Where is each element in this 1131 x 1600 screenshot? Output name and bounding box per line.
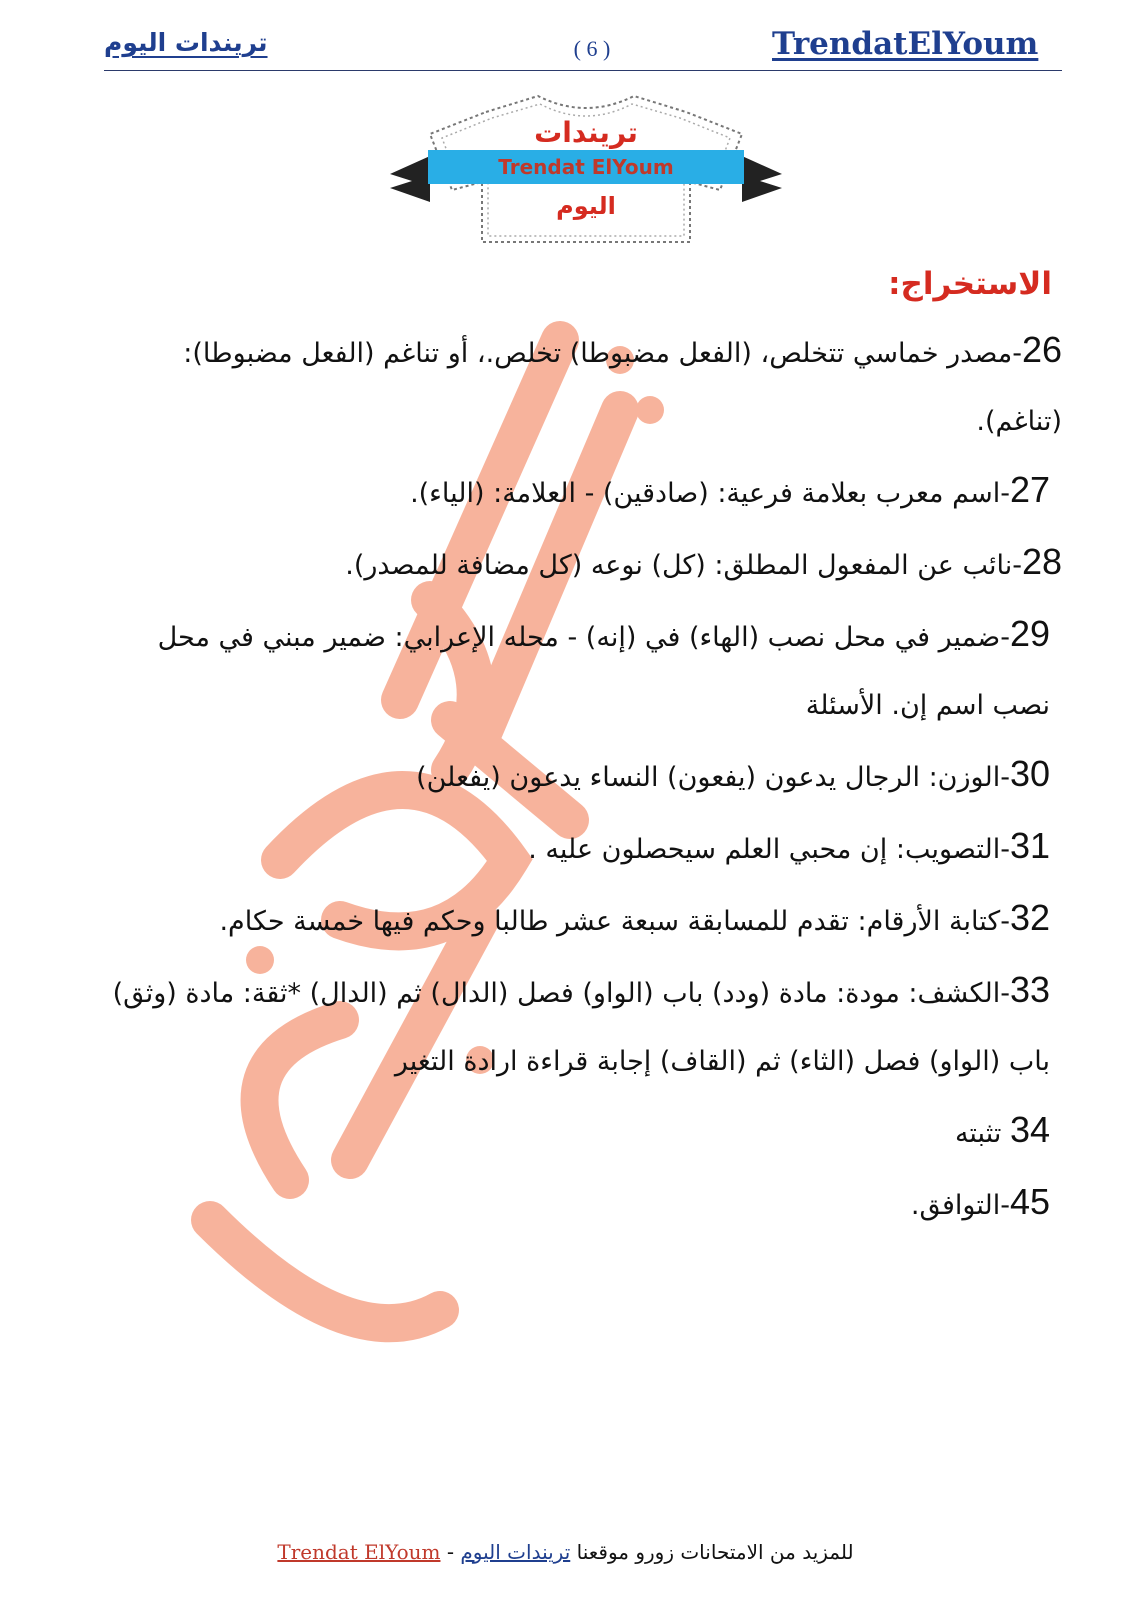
- header-brand-arabic[interactable]: تريندات اليوم: [104, 28, 268, 57]
- logo-banner-text: Trendat ElYoum: [498, 155, 674, 179]
- footer-prefix: للمزيد من الامتحانات زورو موقعنا: [576, 1540, 854, 1564]
- answer-item: [110, 956, 1062, 1096]
- item-number: 32: [1009, 897, 1050, 938]
- answer-item: [110, 740, 1062, 812]
- item-text: -كتابة الأرقام: تقدم للمسابقة سبعة عشر طالبا وحكم فيها خمسة حكام.: [219, 906, 1010, 937]
- item-number: 45: [1009, 1181, 1050, 1222]
- item-text: -التصويب: إن محبي العلم سيحصلون عليه .: [528, 834, 1010, 865]
- answer-item: [110, 1168, 1062, 1240]
- item-text: -مصدر خماسي تتخلص، (الفعل مضبوطا) تخلص.، أو تناغم (الفعل مضبوطا): (تناغم).: [183, 338, 1062, 437]
- footer-site-link-english[interactable]: Trendat ElYoum: [277, 1540, 441, 1564]
- site-logo: [390, 90, 782, 250]
- item-number: 30: [1009, 753, 1050, 794]
- footer-separator: -: [440, 1540, 461, 1564]
- item-text: -اسم معرب بعلامة فرعية: (صادقين) - العلامة: (الياء).: [410, 478, 1010, 509]
- item-number: 29: [1009, 613, 1050, 654]
- footer-site-link-arabic[interactable]: تريندات اليوم: [460, 1540, 571, 1564]
- item-text: -الكشف: مودة: مادة (ودد) باب (الواو) فصل (الدال) ثم (الدال) *ثقة: مادة (وثق) باب (الواو) فصل (الثاء) ثم (القاف) إجابة قراءة ارادة التغير: [112, 978, 1050, 1077]
- item-text: -الوزن: الرجال يدعون (يفعون) النساء يدعون (يفعلن): [416, 762, 1010, 793]
- item-number: 31: [1009, 825, 1050, 866]
- section-title: الاستخراج:: [888, 266, 1052, 302]
- header-brand-english[interactable]: TrendatElYoum: [772, 26, 1039, 62]
- answer-item: [110, 528, 1062, 600]
- header-divider: [104, 70, 1062, 71]
- logo-bottom-text: اليوم: [556, 192, 616, 220]
- answer-item: [110, 1096, 1062, 1168]
- answer-item: [110, 456, 1062, 528]
- item-number: 27: [1009, 469, 1050, 510]
- item-number: 28: [1021, 541, 1062, 582]
- answer-item: [110, 812, 1062, 884]
- answer-item: [110, 884, 1062, 956]
- item-text: -ضمير في محل نصب (الهاء) في (إنه) - محله الإعرابي: ضمير مبني في محل نصب اسم إن. الأسئلة: [157, 622, 1050, 721]
- item-number: 26: [1021, 329, 1062, 370]
- item-text: -التوافق.: [910, 1190, 1010, 1221]
- item-number: 34: [1009, 1109, 1050, 1150]
- answer-item: [110, 316, 1062, 456]
- logo-top-text: تريندات: [534, 116, 638, 149]
- footer: [0, 1540, 1131, 1564]
- page-number: ( 6 ): [573, 36, 611, 61]
- item-text: تثبته: [954, 1118, 1010, 1149]
- item-number: 33: [1009, 969, 1050, 1010]
- answers-section: [110, 266, 1062, 1240]
- answer-item: [110, 600, 1062, 740]
- item-text: -نائب عن المفعول المطلق: (كل) نوعه (كل مضافة للمصدر).: [345, 550, 1022, 581]
